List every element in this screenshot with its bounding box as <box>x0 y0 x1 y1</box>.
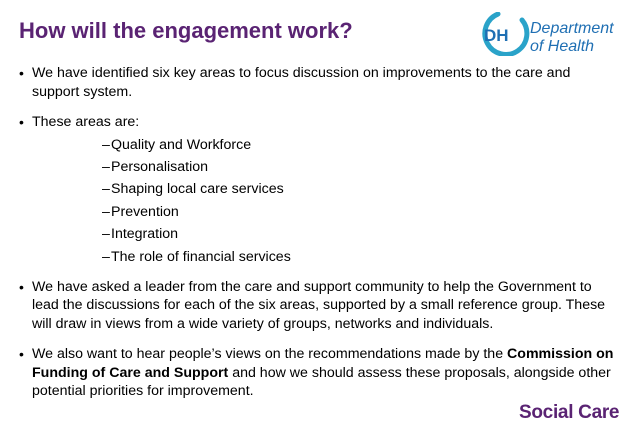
list-item-text: Prevention <box>111 203 179 220</box>
bullet-text-end: and how we should assess these proposals, alongside other potential priorities for improvement. <box>32 364 611 400</box>
bullet-icon: • <box>19 65 24 81</box>
bullet-icon: • <box>19 114 24 130</box>
list-item <box>102 248 619 266</box>
commission-name: Commission on Funding of Care and Support <box>32 346 614 381</box>
social-care-brand: Social Care <box>519 402 620 423</box>
dh-logo-mark-icon <box>476 12 532 56</box>
department-of-health-logo <box>476 12 626 64</box>
focus-areas-list <box>32 136 619 266</box>
logo-line-2: of Health <box>530 38 595 55</box>
bullet-text: We have asked a leader from the care and support community to help the Government to lead the discussions for each of the six areas, supported by a small reference group. These will draw in views from a wide variety of groups, networks and individuals. <box>32 278 606 332</box>
bullet-icon: • <box>19 278 24 295</box>
logo-mark-text: DH <box>484 26 509 45</box>
list-item <box>102 158 619 176</box>
bullet-text: These areas are: <box>32 114 140 130</box>
slide-title: How will the engagement work? <box>19 18 353 43</box>
bullet-item <box>19 113 619 266</box>
list-item-text: Integration <box>111 226 179 243</box>
list-item-text: Personalisation <box>111 158 209 175</box>
bullet-item <box>19 278 619 334</box>
dash-icon: – <box>102 158 110 175</box>
logo-line-1: Department <box>530 20 614 37</box>
dash-icon: – <box>102 248 110 265</box>
logo-wordmark <box>530 20 614 56</box>
bullet-item <box>19 345 619 401</box>
list-item-text: The role of financial services <box>111 248 291 265</box>
dash-icon: – <box>102 203 110 220</box>
list-item <box>102 225 619 243</box>
list-item-text: Quality and Workforce <box>111 136 252 153</box>
slide-body <box>19 64 619 413</box>
dash-icon: – <box>102 181 110 198</box>
bullet-text-start: We also want to hear people’s views on the recommendations made by the <box>32 346 508 363</box>
list-item <box>102 203 619 221</box>
list-item <box>102 136 619 154</box>
dash-icon: – <box>102 136 110 153</box>
bullet-icon: • <box>19 346 24 363</box>
dash-icon: – <box>102 226 110 243</box>
list-item-text: Shaping local care services <box>111 181 284 198</box>
bullet-item <box>19 64 619 101</box>
list-item <box>102 180 619 198</box>
bullet-text: We have identified six key areas to focus discussion on improvements to the care and support system. <box>32 65 571 100</box>
